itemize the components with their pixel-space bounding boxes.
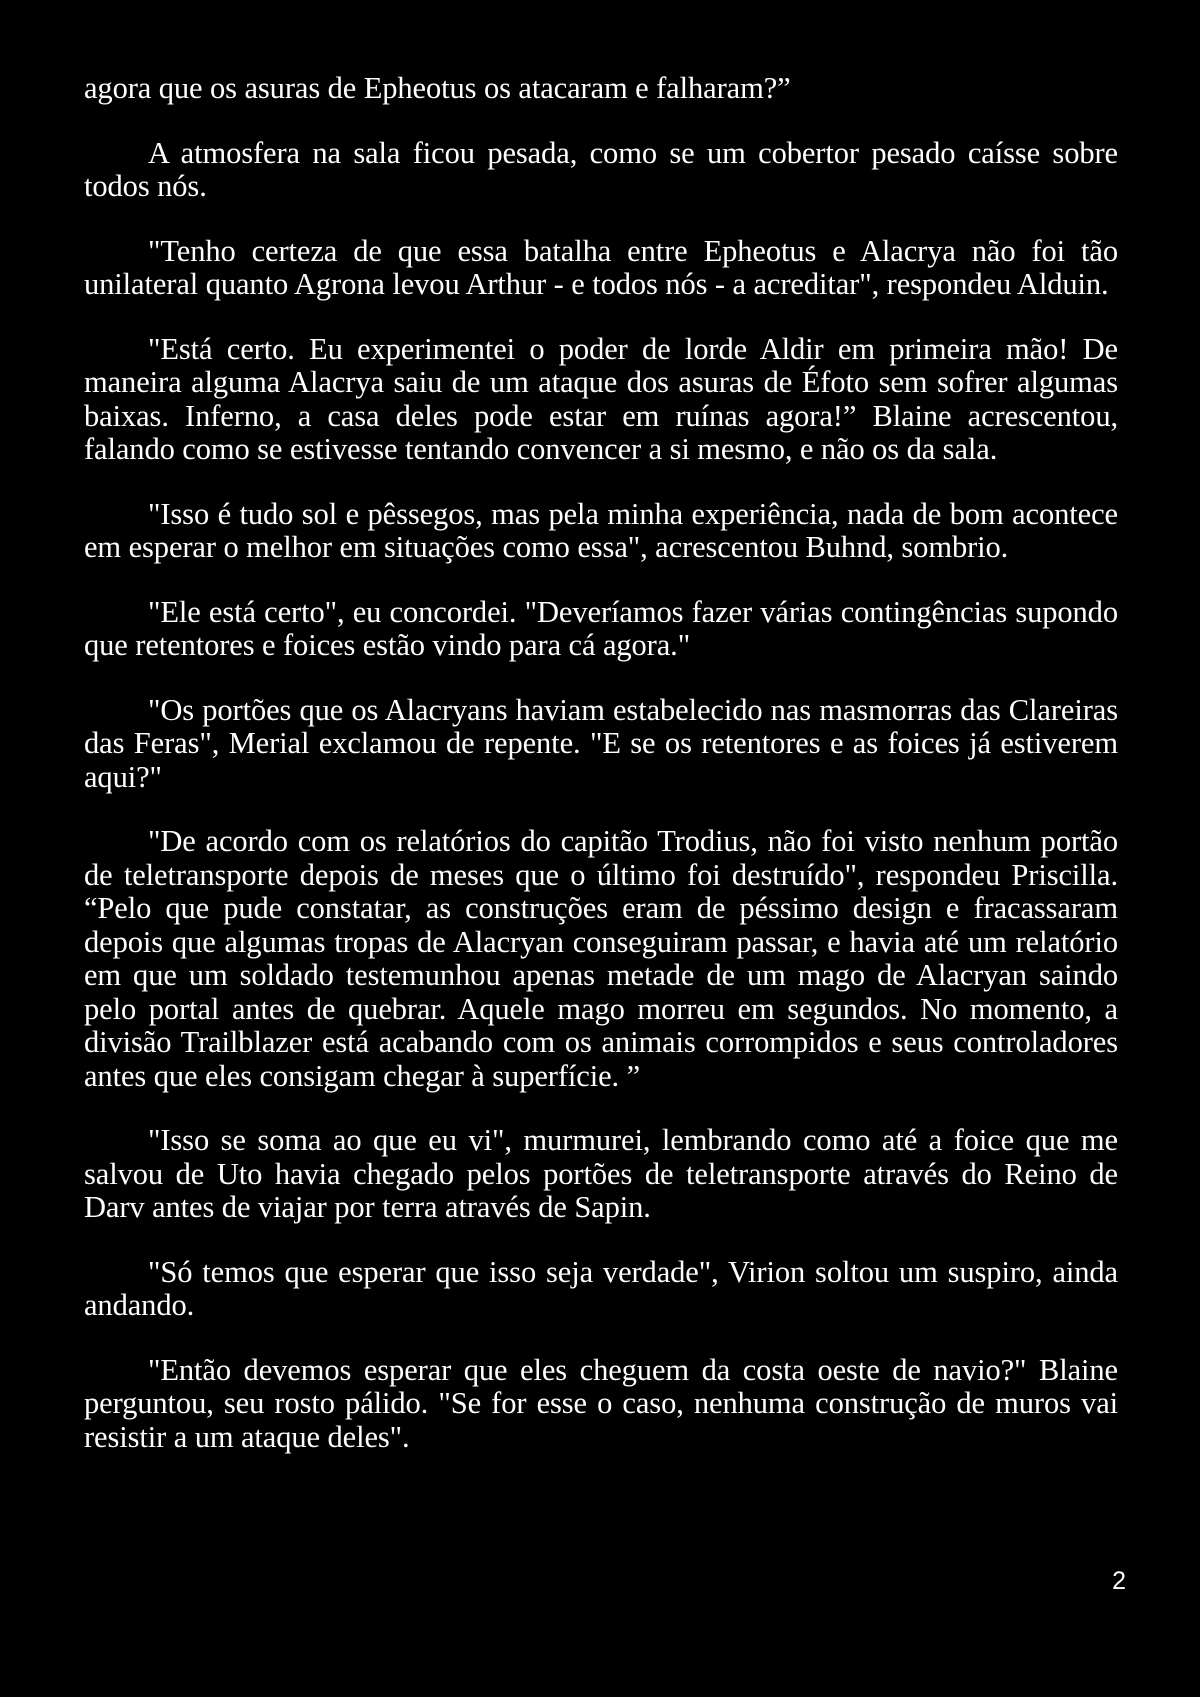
paragraph-3: "Tenho certeza de que essa batalha entre Epheotus e Alacrya não foi tão unilateral quanto Agrona levou Arthur - e todos nós - a acreditar", respondeu Alduin. — [84, 233, 1118, 301]
paragraph-1: agora que os asuras de Epheotus os atacaram e falharam?” — [84, 71, 791, 105]
paragraph-9: "Isso se soma ao que eu vi", murmurei, lembrando como até a foice que me salvou de Uto havia chegado pelos portões de teletransporte através do Reino de Darv antes de viajar por terra através de Sapin. — [84, 1123, 1118, 1224]
paragraph-4: "Está certo. Eu experimentei o poder de lorde Aldir em primeira mão! De maneira alguma Alacrya saiu de um ataque dos asuras de Éfoto sem sofrer algumas baixas. Inferno, a casa deles pode estar em ruínas agora!” Blaine acrescentou, falando como se estivesse tentando convencer a si mesmo, e não os da sala. — [84, 331, 1118, 466]
paragraph-7: "Os portões que os Alacryans haviam estabelecido nas masmorras das Clareiras das Feras", Merial exclamou de repente. "E se os retentores e as foices já estiverem aqui?" — [84, 692, 1118, 794]
paragraph-2: A atmosfera na sala ficou pesada, como se um cobertor pesado caísse sobre todos nós. — [84, 135, 1118, 203]
document-body — [84, 72, 1118, 1485]
paragraph-5: "Isso é tudo sol e pêssegos, mas pela minha experiência, nada de bom acontece em esperar o melhor em situações como essa", acrescentou Buhnd, sombrio. — [84, 496, 1118, 564]
paragraph-8: "De acordo com os relatórios do capitão Trodius, não foi visto nenhum portão de teletransporte depois de meses que o último foi destruído", respondeu Priscilla. “Pelo que pude constatar, as construções eram de péssimo design e fracassaram depois que algumas tropas de Alacryan conseguiram passar, e havia até um relatório em que um soldado testemunhou apenas metade de um mago de Alacryan saindo pelo portal antes de quebrar. Aquele mago morreu em segundos. No momento, a divisão Trailblazer está acabando com os animais corrompidos e seus controladores antes que eles consigam chegar à superfície. ” — [84, 824, 1118, 1093]
page-number: 2 — [1112, 1567, 1126, 1595]
paragraph-6: "Ele está certo", eu concordei. "Deveríamos fazer várias contingências supondo que retentores e foices estão vindo para cá agora." — [84, 594, 1118, 662]
paragraph-10: "Só temos que esperar que isso seja verdade", Virion soltou um suspiro, ainda andando. — [84, 1254, 1118, 1322]
paragraph-11: "Então devemos esperar que eles cheguem da costa oeste de navio?" Blaine perguntou, seu rosto pálido. "Se for esse o caso, nenhuma construção de muros vai resistir a um ataque deles". — [84, 1352, 1118, 1454]
